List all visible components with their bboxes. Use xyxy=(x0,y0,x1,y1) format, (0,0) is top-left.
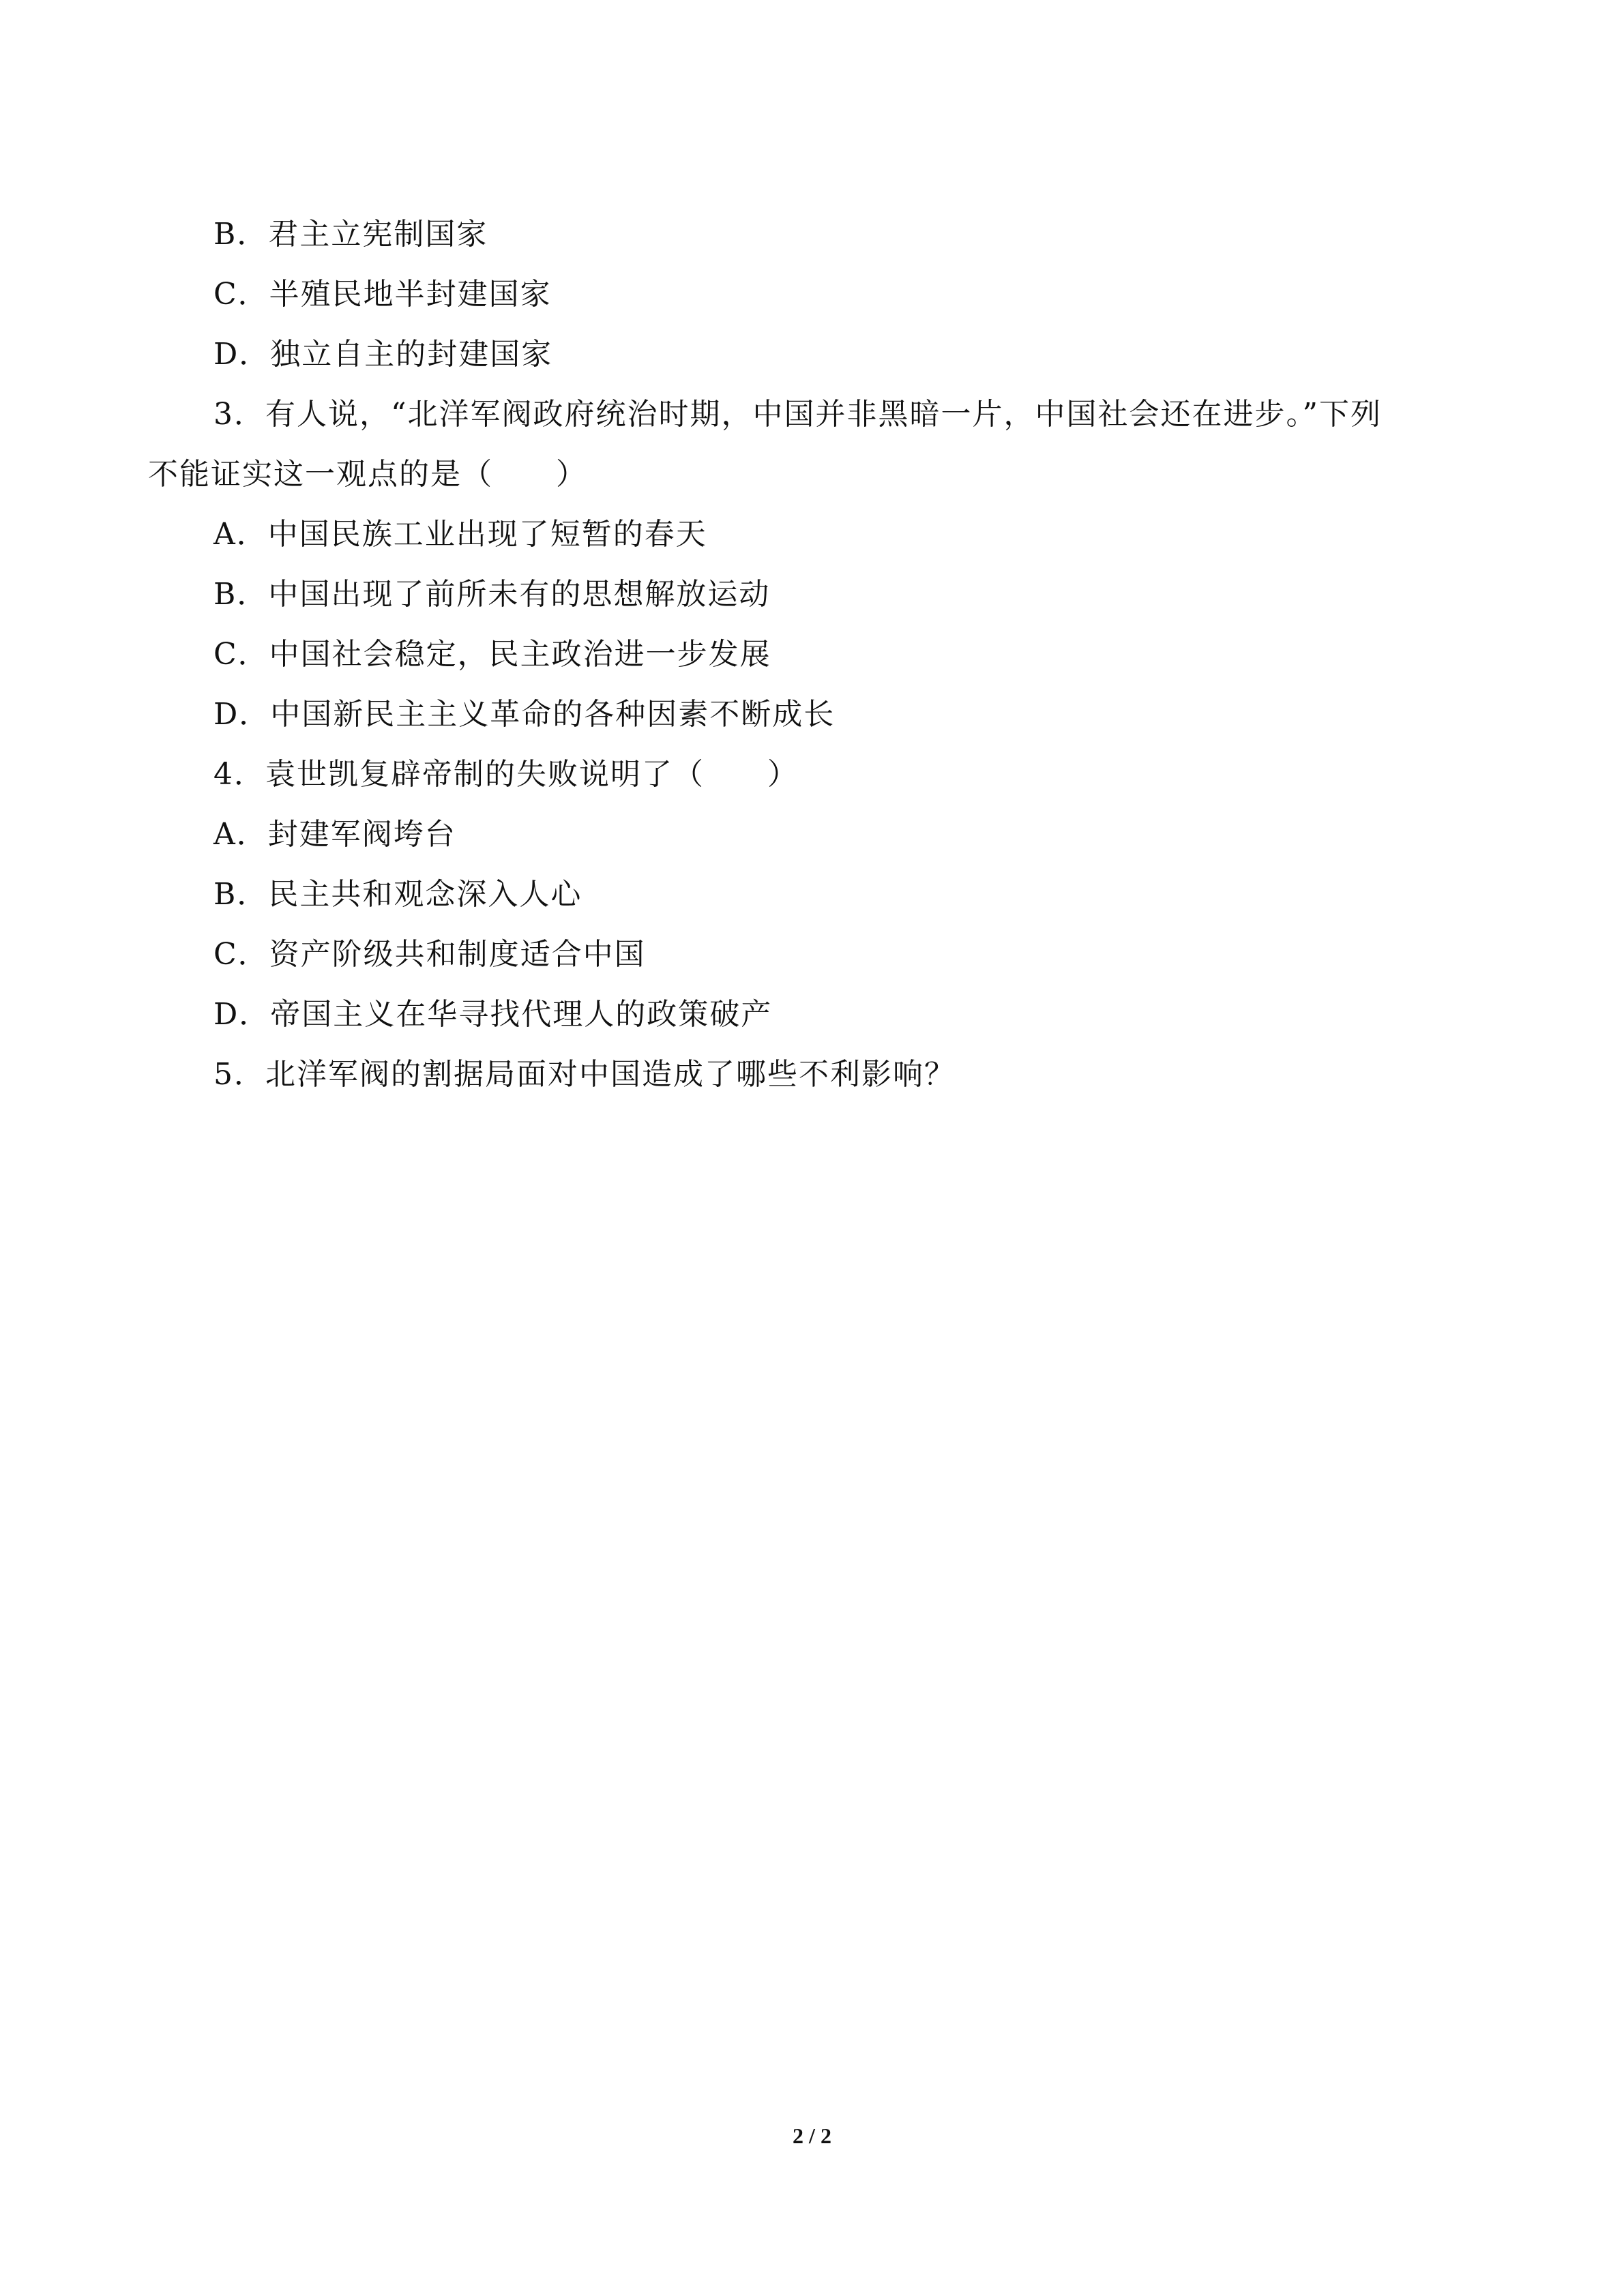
option-4c: C．资产阶级共和制度适合中国 xyxy=(213,937,646,972)
option-2c: C．半殖民地半封建国家 xyxy=(213,277,552,312)
question-3-line-2: 不能证实这一观点的是（ ） xyxy=(148,457,587,492)
question-5: 5．北洋军阀的割据局面对中国造成了哪些不利影响？ xyxy=(213,1057,956,1092)
page-number: 2 / 2 xyxy=(793,2123,831,2148)
option-4b: B．民主共和观念深入人心 xyxy=(213,877,582,912)
question-3-line-1: 3．有人说，“北洋军阀政府统治时期，中国并非黑暗一片，中国社会还在进步。”下列 xyxy=(213,397,1382,432)
option-4a: A．封建军阀垮台 xyxy=(213,817,456,852)
option-2b: B．君主立宪制国家 xyxy=(213,217,488,252)
option-3c: C．中国社会稳定，民主政治进一步发展 xyxy=(213,637,771,672)
option-4d: D．帝国主义在华寻找代理人的政策破产 xyxy=(213,997,773,1032)
option-3a: A．中国民族工业出现了短暂的春天 xyxy=(213,517,707,552)
option-2d: D．独立自主的封建国家 xyxy=(213,337,553,372)
option-3b: B．中国出现了前所未有的思想解放运动 xyxy=(213,577,771,612)
question-4: 4．袁世凯复辟帝制的失败说明了（ ） xyxy=(213,757,799,792)
option-3d: D．中国新民主主义革命的各种因素不断成长 xyxy=(213,697,836,732)
